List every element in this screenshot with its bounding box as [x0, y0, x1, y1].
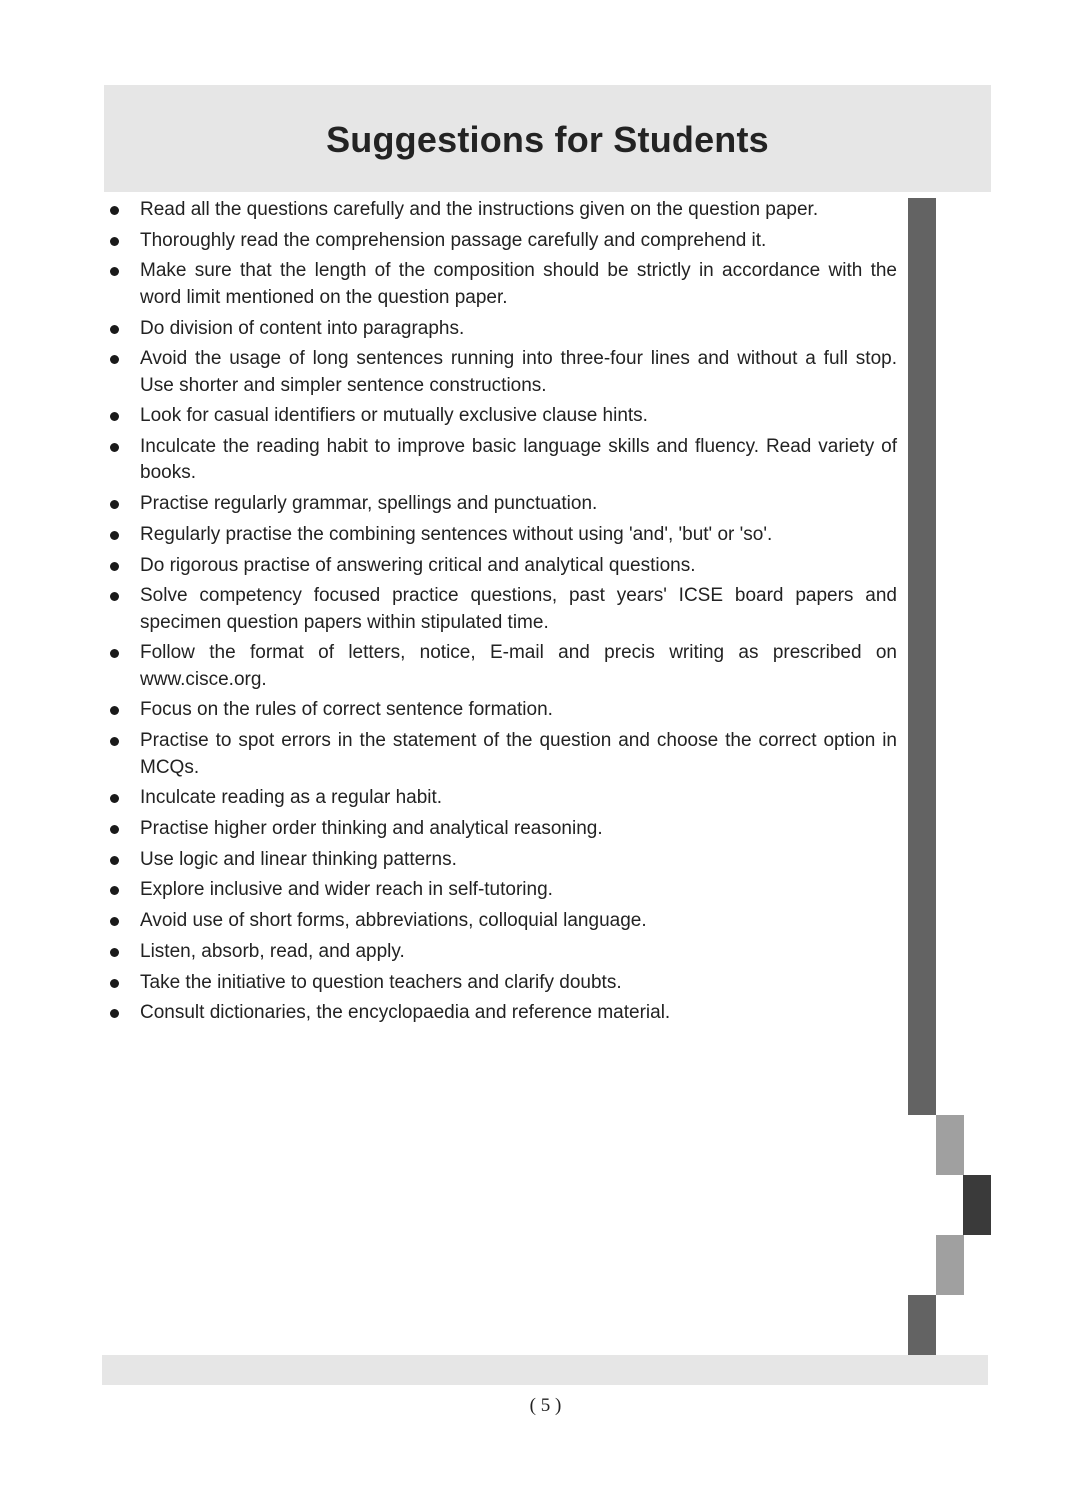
- suggestions-list: [104, 197, 897, 1031]
- list-item-text: Do rigorous practise of answering critical and analytical questions.: [140, 554, 696, 576]
- list-item: [104, 970, 897, 996]
- list-item: [104, 640, 897, 693]
- list-item-text: Practise regularly grammar, spellings and punctuation.: [140, 493, 598, 515]
- list-item-text: Use logic and linear thinking patterns.: [140, 848, 457, 870]
- bullet-icon: [110, 443, 119, 452]
- bullet-icon: [110, 562, 119, 571]
- list-item: [104, 434, 897, 487]
- list-item: [104, 847, 897, 873]
- list-item: [104, 816, 897, 842]
- bullet-icon: [110, 917, 119, 926]
- list-item-text: Do division of content into paragraphs.: [140, 317, 465, 339]
- list-item: [104, 908, 897, 934]
- list-item-text: Solve competency focused practice questions, past years' ICSE board papers and specimen question papers within stipulated time.: [140, 585, 897, 633]
- bullet-icon: [110, 979, 119, 988]
- list-item: [104, 316, 897, 342]
- bullet-icon: [110, 500, 119, 509]
- list-item-text: Explore inclusive and wider reach in self-tutoring.: [140, 879, 553, 901]
- list-item: [104, 583, 897, 636]
- list-item-text: Follow the format of letters, notice, E-mail and precis writing as prescribed on www.cisce.org.: [140, 642, 897, 690]
- bullet-icon: [110, 592, 119, 601]
- list-item: [104, 939, 897, 965]
- page-number: ( 5 ): [529, 1395, 562, 1416]
- decorative-block: [908, 1295, 936, 1355]
- bullet-icon: [110, 1009, 119, 1018]
- decorative-block: [936, 1235, 964, 1295]
- list-item: [104, 228, 897, 254]
- list-item: [104, 197, 897, 223]
- list-item-text: Practise higher order thinking and analytical reasoning.: [140, 817, 603, 839]
- list-item-text: Consult dictionaries, the encyclopaedia and reference material.: [140, 1002, 671, 1024]
- list-item: [104, 785, 897, 811]
- bullet-icon: [110, 531, 119, 540]
- bullet-icon: [110, 794, 119, 803]
- bullet-icon: [110, 856, 119, 865]
- list-item-text: Inculcate reading as a regular habit.: [140, 787, 443, 809]
- list-item: [104, 258, 897, 311]
- bullet-icon: [110, 706, 119, 715]
- list-item-text: Make sure that the length of the composition should be strictly in accordance with the word limit mentioned on the question paper.: [140, 260, 897, 308]
- list-item: [104, 877, 897, 903]
- bullet-icon: [110, 649, 119, 658]
- bullet-icon: [110, 355, 119, 364]
- bullet-icon: [110, 886, 119, 895]
- bullet-icon: [110, 737, 119, 746]
- bullet-icon: [110, 825, 119, 834]
- list-item: [104, 1000, 897, 1026]
- list-item-text: Avoid the usage of long sentences running into three-four lines and without a full stop. Use shorter and simpler sentence constructions.: [140, 348, 897, 396]
- list-item-text: Avoid use of short forms, abbreviations, colloquial language.: [140, 910, 647, 932]
- list-item: [104, 491, 897, 517]
- list-item-text: Inculcate the reading habit to improve basic language skills and fluency. Read variety of books.: [140, 436, 897, 484]
- list-item: [104, 403, 897, 429]
- bullet-icon: [110, 267, 119, 276]
- bullet-icon: [110, 325, 119, 334]
- decorative-block: [936, 1115, 964, 1175]
- list-item-text: Take the initiative to question teachers and clarify doubts.: [140, 971, 622, 993]
- bullet-icon: [110, 237, 119, 246]
- bullet-icon: [110, 412, 119, 421]
- list-item: [104, 697, 897, 723]
- bullet-icon: [110, 948, 119, 957]
- list-item-text: Regularly practise the combining sentences without using 'and', 'but' or 'so'.: [140, 523, 773, 545]
- list-item-text: Look for casual identifiers or mutually exclusive clause hints.: [140, 405, 648, 427]
- footer-band: [102, 1355, 988, 1385]
- side-decorative-bar: [908, 198, 936, 1115]
- list-item-text: Read all the questions carefully and the instructions given on the question paper.: [140, 199, 819, 220]
- title-band: [104, 85, 991, 192]
- list-item-text: Listen, absorb, read, and apply.: [140, 940, 405, 962]
- page-title: Suggestions for Students: [326, 119, 769, 160]
- list-item: [104, 522, 897, 548]
- list-item: [104, 553, 897, 579]
- list-item-text: Practise to spot errors in the statement of the question and choose the correct option in MCQs.: [140, 730, 897, 778]
- list-item: [104, 346, 897, 399]
- decorative-block: [963, 1175, 991, 1235]
- list-item: [104, 728, 897, 781]
- list-item-text: Focus on the rules of correct sentence formation.: [140, 699, 553, 721]
- bullet-icon: [110, 206, 119, 215]
- list-item-text: Thoroughly read the comprehension passage carefully and comprehend it.: [140, 229, 767, 251]
